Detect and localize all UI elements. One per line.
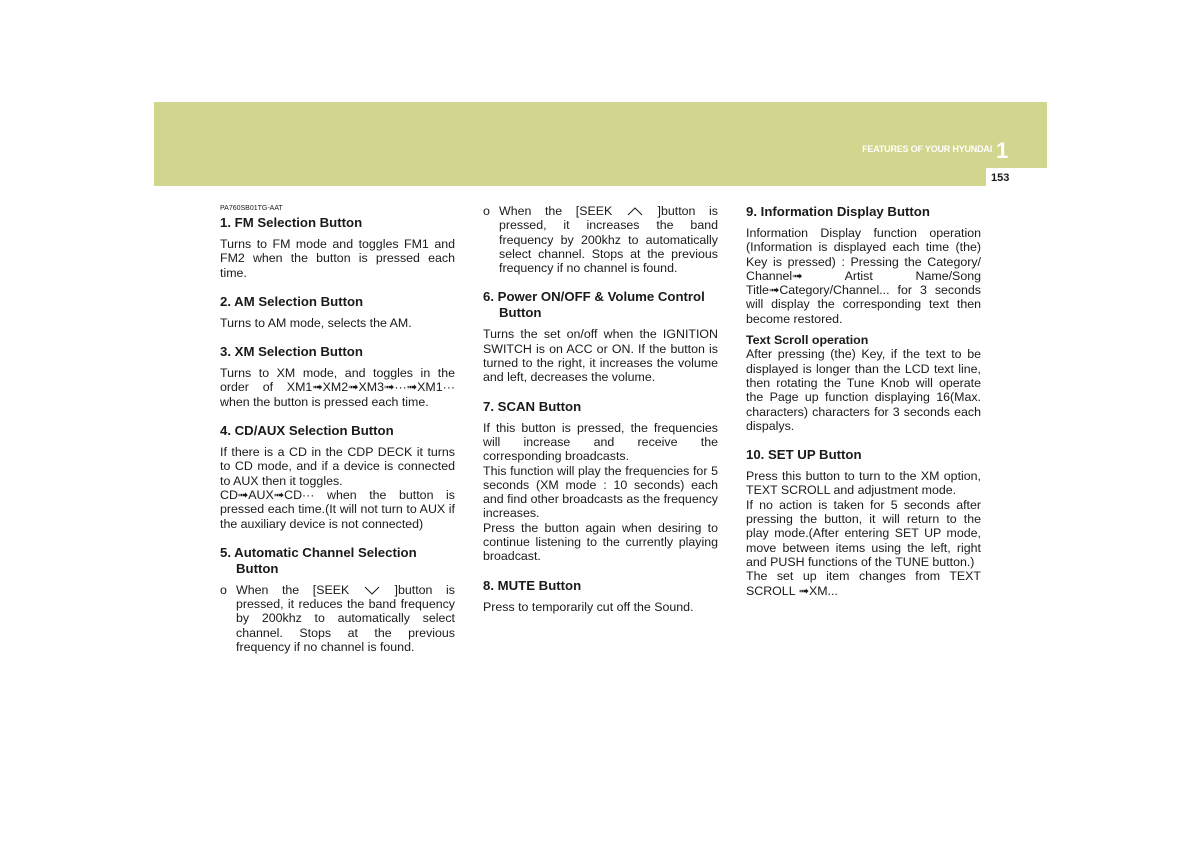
page-number: 153 [991, 172, 1010, 184]
section-heading: 6. Power ON/OFF & Volume Control [483, 289, 705, 305]
bullet-mark: o [483, 204, 490, 218]
section-heading: 10. SET UP Button [746, 447, 862, 463]
section-heading: 9. Information Display Button [746, 204, 930, 219]
section-heading: 4. CD/AUX Selection Button [220, 423, 394, 439]
section-body: Turns to AM mode, selects the AM. [220, 315, 412, 330]
section-heading: 2. AM Selection Button [220, 293, 364, 309]
section-body: Information Display function operation (Information is displayed each time (the) Key is pressed) : Pressing the Category/ Channel➟ Artist Name/Song Title➟Category/Channel... for 3 seconds will display the corresponding text then become restored. [746, 226, 981, 326]
bullet-text-start: When the [SEEK [236, 582, 350, 597]
column-2 [483, 204, 718, 614]
bullet-mark: o [220, 582, 227, 597]
bullet-text-end: ]button is pressed, it reduces the band frequency by 200khz to automatically select channel. Stops at the previous frequency if no channel is found. [236, 582, 455, 655]
section-body: Press the button again when desiring to continue listening to the currently playing broadcast. [483, 520, 718, 564]
section-title: FEATURES OF YOUR HYUNDAI [862, 144, 992, 154]
section-body: After pressing (the) Key, if the text to be displayed is longer than the LCD text line, then rotating the Tune Knob will operate the Page up function displaying 16(Max. characters) characters for 3 seconds each dispalys. [746, 347, 981, 433]
section-heading: 7. SCAN Button [483, 398, 582, 414]
section-body: Press this button to turn to the XM option, TEXT SCROLL and adjustment mode. [746, 469, 981, 498]
section-heading: 3. XM Selection Button [220, 344, 363, 360]
bullet-text-start: When the [SEEK [499, 204, 613, 218]
column-1 [220, 204, 455, 654]
seek-down-icon [364, 586, 380, 595]
section-body: The set up item changes from TEXT SCROLL ➟XM... [746, 569, 981, 598]
section-body: If there is a CD in the CDP DECK it turns to CD mode, and if a device is connected to AUX then it toggles. [220, 445, 455, 488]
section-heading: 8. MUTE Button [483, 577, 582, 593]
chapter-number: 1 [996, 138, 1009, 163]
section-heading-continued: Button [499, 305, 542, 321]
section-body: Turns to XM mode, and toggles in the order of XM1➟XM2➟XM3➟···➟XM1··· when the button is pressed each time. [220, 366, 455, 409]
section-body: If no action is taken for 5 seconds after pressing the button, it will return to the play mode.(After entering SET UP mode, move between items using the left, right and PUSH functions of the TUNE button.) [746, 497, 981, 569]
bullet-item [220, 583, 455, 654]
section-body: This function will play the frequencies for 5 seconds (XM mode : 10 seconds) each and find other broadcasts as the frequency increases. [483, 463, 718, 521]
column-3 [746, 204, 981, 598]
section-heading: 5. Automatic Channel Selection [220, 544, 417, 560]
section-body: Turns the set on/off when the IGNITION SWITCH is on ACC or ON. If the button is turned to the right, it increases the volume and left, decreases the volume. [483, 327, 718, 385]
section-body: Press to temporarily cut off the Sound. [483, 599, 694, 614]
section-body: CD➟AUX➟CD··· when the button is pressed each time.(It will not turn to AUX if the auxiliary device is not connected) [220, 487, 455, 531]
section-heading: 1. FM Selection Button [220, 215, 363, 230]
bullet-item [483, 204, 718, 275]
bullet-text-end: ]button is pressed, it increases the band frequency by 200khz to automatically select channel. Stops at the previous frequency if no channel is found. [499, 204, 718, 276]
section-body: If this button is pressed, the frequencies will increase and receive the corresponding broadcasts. [483, 420, 718, 464]
document-code: PA760SB01TG-AAT [220, 205, 283, 212]
section-body: Turns to FM mode and toggles FM1 and FM2 when the button is pressed each time. [220, 237, 455, 280]
section-heading-continued: Button [236, 560, 279, 576]
seek-up-icon [627, 207, 643, 216]
subsection-heading: Text Scroll operation [746, 333, 869, 348]
